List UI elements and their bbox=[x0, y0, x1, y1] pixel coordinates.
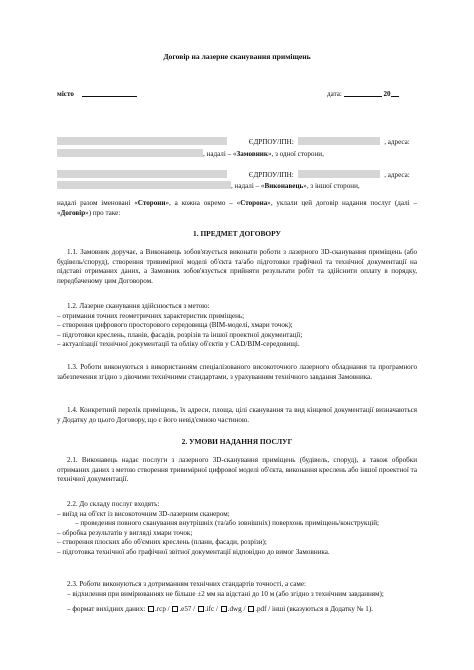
list-item: – проведення повного сканування внутрішніх (та/або зовнішніх) поверхонь приміщень/конструкцій; bbox=[75, 519, 380, 528]
clause-1-4: 1.4. Конкретний перелік приміщень, їх адреси, площа, цілі сканування та вид кінцевої документації визначаються у Додатку до цього Договору, що є його невід'ємною частиною. bbox=[57, 406, 417, 424]
checkbox-rcp[interactable] bbox=[148, 606, 154, 612]
formats-line: – формат вихідних даних: .rcp / .e57 / .ifc / .dwg / .pdf / інші (вказуються в Додатку № 1). bbox=[67, 605, 373, 614]
customer-line-1: ЄДРПОУ/ІПН: , адреса: bbox=[57, 137, 417, 148]
list-item: – створення плоских або об'ємних креслень (плани, фасади, розрізи); bbox=[57, 538, 267, 547]
list-item: – створення цифрового просторового середовища (BIM-моделі, хмари точок); bbox=[57, 321, 293, 330]
intro-paragraph: надалі разом іменовані «Сторони», а кожна окремо – «Сторона», уклали цей договір надання послуг (далі – «Договір») про таке: bbox=[57, 199, 417, 217]
date-field[interactable] bbox=[344, 89, 382, 97]
clause-1-3: 1.3. Роботи виконуються з використанням спеціалізованого високоточного лазерного обладнання та програмного забезпечення згідно з діючими технічними стандартами, з урахуванням технічного завдання Замовника. bbox=[57, 363, 417, 381]
clause-2-3-title: 2.3. Роботи виконуються з дотриманням технічних стандартів точності, а саме: bbox=[67, 580, 306, 588]
checkbox-pdf[interactable] bbox=[248, 606, 254, 612]
date-label: дата: bbox=[327, 90, 342, 98]
list-item: – актуалізації технічної документації та обліку об'єктів у CAD/BIM-середовищі. bbox=[57, 340, 300, 349]
contractor-address-field[interactable] bbox=[57, 181, 231, 189]
checkbox-ifc[interactable] bbox=[198, 606, 204, 612]
customer-line-2: , надалі – «Замовник», з одної сторони, bbox=[57, 149, 417, 160]
list-item: – обробка результатів у вигляді хмари точок; bbox=[57, 528, 193, 537]
customer-edrpou-label: ЄДРПОУ/ІПН: bbox=[248, 138, 294, 146]
customer-address-label: адреса: bbox=[387, 138, 410, 146]
customer-role: Замовник bbox=[236, 150, 268, 158]
clause-2-2-title: 2.2. До складу послуг входять: bbox=[67, 500, 160, 508]
customer-edrpou-field[interactable] bbox=[298, 137, 380, 145]
clause-1-2-title: 1.2. Лазерне сканування здійснюється з метою: bbox=[67, 302, 210, 310]
contractor-edrpou-label: ЄДРПОУ/ІПН: bbox=[248, 171, 294, 179]
list-item: – отримання точних геометричних характеристик приміщень; bbox=[57, 311, 245, 320]
list-item: – підготовки креслень, планів, фасадів, розрізів та іншої проектної документації; bbox=[57, 330, 303, 339]
contractor-address-label: адреса: bbox=[387, 171, 410, 179]
customer-name-field[interactable] bbox=[57, 137, 227, 145]
list-item: – підготовка технічної або графічної звітної документації відповідно до вимог Замовника. bbox=[57, 547, 330, 556]
clause-1-2 bbox=[57, 302, 417, 350]
city-label: місто bbox=[57, 90, 74, 98]
year-prefix: 20 bbox=[383, 90, 391, 98]
contractor-line-1: ЄДРПОУ/ІПН: , адреса: bbox=[57, 170, 417, 181]
contractor-role: Виконавець bbox=[264, 182, 304, 190]
clause-2-3 bbox=[57, 580, 417, 615]
clause-2-1: 2.1. Виконавець надає послуги з лазерного 3D-сканування приміщень (будівель, споруд), а також обробки отриманих даних з метою створення тривимірної цифрової моделі об'єкта, виконання креслень або іншої проектної та технічної документації. bbox=[57, 456, 417, 484]
section-1-heading: 1. ПРЕДМЕТ ДОГОВОРУ bbox=[193, 229, 281, 238]
city-date-row bbox=[57, 89, 417, 100]
list-item: – відхилення при вимірюваннях не більше ±2 мм на відстані до 10 м (або згідно з технічним завданням); bbox=[67, 589, 384, 598]
list-item: – виїзд на об'єкт із високоточним 3D-лазерним сканером; bbox=[57, 509, 230, 518]
city-field[interactable] bbox=[82, 89, 137, 97]
checkbox-dwg[interactable] bbox=[221, 606, 227, 612]
contractor-edrpou-field[interactable] bbox=[298, 170, 380, 178]
contractor-line-2: , надалі – «Виконавець», з іншої сторони, bbox=[57, 181, 417, 192]
customer-address-field[interactable] bbox=[57, 149, 203, 157]
clause-2-2 bbox=[57, 500, 417, 558]
document-title: Договір на лазерне сканування приміщень bbox=[163, 52, 311, 61]
contractor-name-field[interactable] bbox=[57, 170, 227, 178]
clause-1-1: 1.1. Замовник доручає, а Виконавець зобов'язується виконати роботи з лазерного 3D-сканування приміщень (або будівель/споруд), створення тривимірної моделі об'єкта та/або підготовки графічної та технічної документації на підставі отриманих даних, а Замовник зобов'язується прийняти результати робіт та здійснити оплату в порядку, передбаченому цим Договором. bbox=[57, 248, 417, 285]
year-field[interactable] bbox=[391, 89, 399, 97]
section-2-heading: 2. УМОВИ НАДАННЯ ПОСЛУГ bbox=[181, 437, 293, 446]
checkbox-e57[interactable] bbox=[172, 606, 178, 612]
